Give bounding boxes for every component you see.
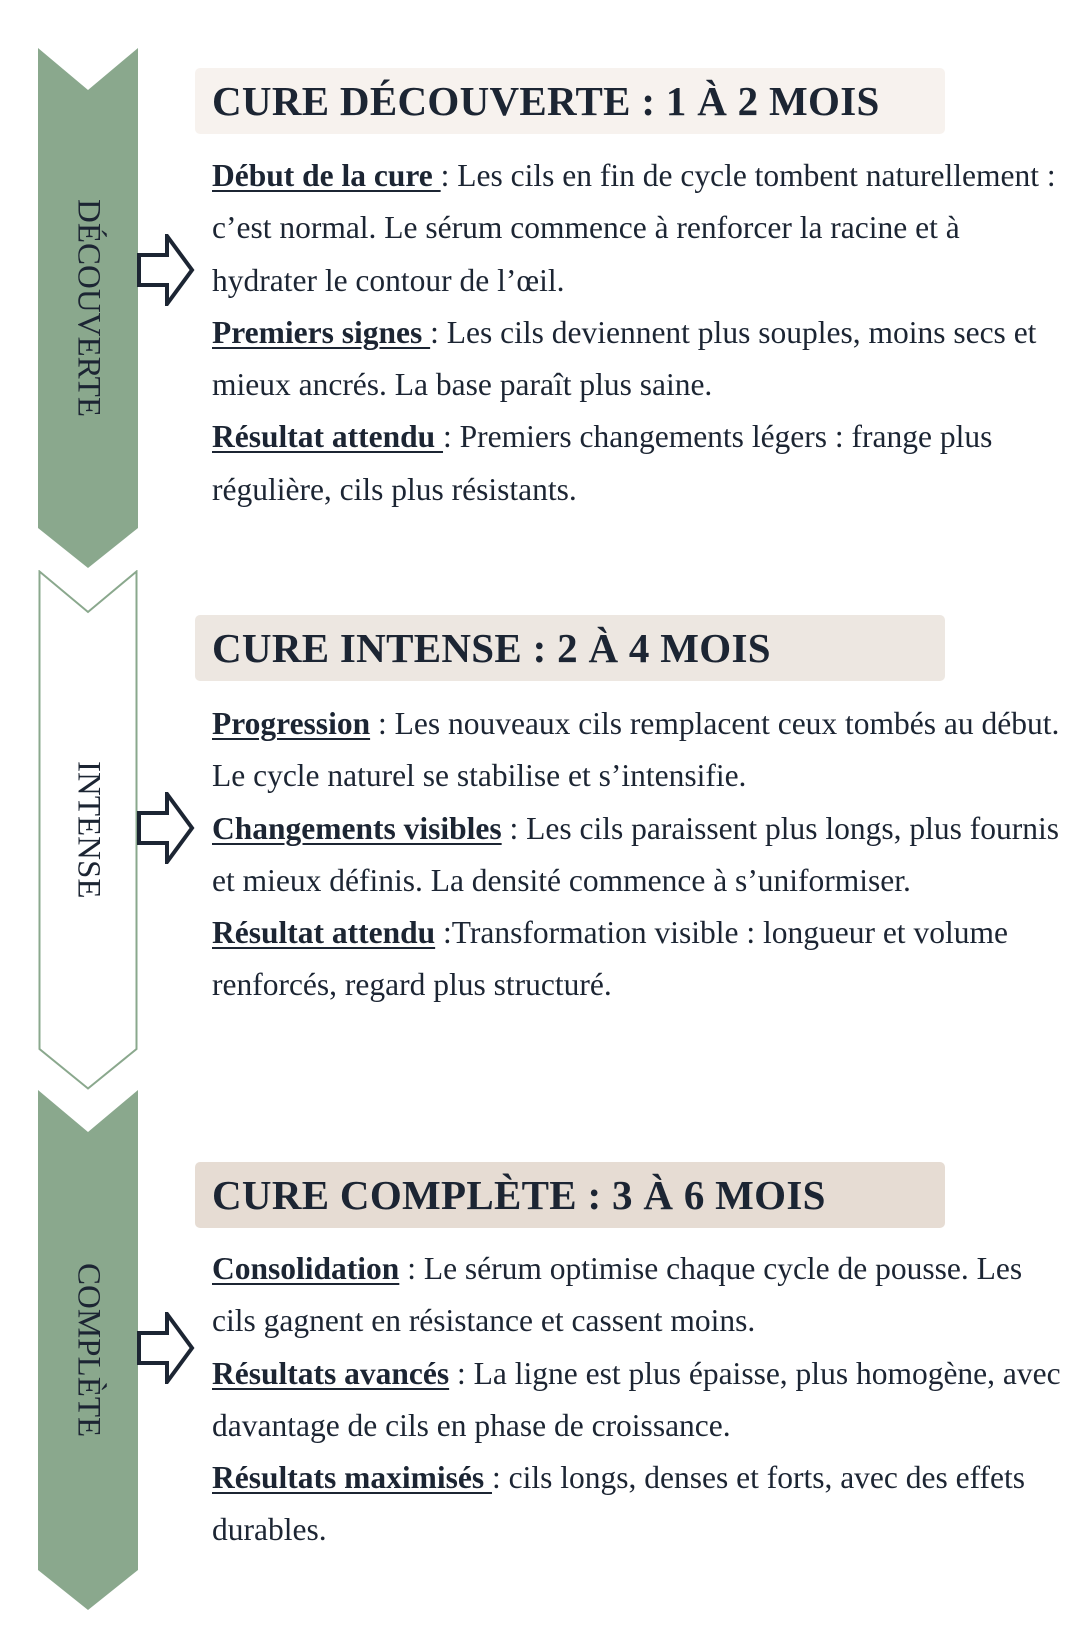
item-separator: : xyxy=(430,314,447,350)
section-title-text: CURE INTENSE : 2 À 4 MOIS xyxy=(212,625,771,671)
section-body xyxy=(212,698,1062,1012)
right-arrow-icon xyxy=(137,792,195,864)
item-label: Changements visibles xyxy=(212,810,502,846)
right-arrow-icon xyxy=(137,234,195,306)
section-title-text: CURE COMPLÈTE : 3 À 6 MOIS xyxy=(212,1172,826,1218)
section-title xyxy=(195,615,945,681)
item-text: Les cils en fin de cycle tombent naturellement : c’est normal. Le sérum commence à renforcer la racine et à hydrater le contour de l’œil. xyxy=(212,158,1056,298)
chevron-intense xyxy=(38,570,138,1090)
item-label: Résultat attendu xyxy=(212,419,444,455)
item-label: Résultat attendu xyxy=(212,915,436,951)
chevron-decouverte xyxy=(38,48,138,568)
item-paragraph xyxy=(212,698,1062,803)
item-text: Le sérum optimise chaque cycle de pousse. Les cils gagnent en résistance et cassent moins. xyxy=(212,1251,1023,1339)
chevron-label: INTENSE xyxy=(70,761,107,899)
item-separator: : xyxy=(491,1460,509,1496)
item-paragraph xyxy=(212,1452,1062,1557)
item-paragraph xyxy=(212,1348,1062,1453)
item-label: Résultats maximisés xyxy=(212,1460,492,1496)
item-separator: : xyxy=(449,1355,474,1391)
item-separator: : xyxy=(399,1251,424,1286)
chevron-label: DÉCOUVERTE xyxy=(70,199,107,417)
item-paragraph xyxy=(212,1243,1062,1348)
right-arrow-icon xyxy=(137,1312,195,1384)
item-paragraph xyxy=(212,411,1062,516)
item-separator: : xyxy=(435,915,452,951)
chevron-complete xyxy=(38,1090,138,1610)
item-separator: : xyxy=(440,158,458,193)
section-title-text: CURE DÉCOUVERTE : 1 À 2 MOIS xyxy=(212,78,880,124)
item-text: La ligne est plus épaisse, plus homogène, avec davantage de cils en phase de croissance. xyxy=(212,1355,1061,1443)
item-label: Début de la cure xyxy=(212,158,441,193)
item-label: Consolidation xyxy=(212,1251,400,1286)
item-separator: : xyxy=(370,706,395,741)
item-text: cils longs, denses et forts, avec des effets durables. xyxy=(212,1460,1026,1548)
section-title xyxy=(195,1162,945,1228)
item-paragraph xyxy=(212,150,1062,307)
item-separator: : xyxy=(443,419,460,455)
section-body xyxy=(212,1243,1062,1557)
item-separator: : xyxy=(501,810,527,846)
item-label: Résultats avancés xyxy=(212,1355,450,1391)
item-label: Premiers signes xyxy=(212,314,431,350)
item-text: Premiers changements légers : frange plus régulière, cils plus résistants. xyxy=(212,419,993,507)
item-paragraph xyxy=(212,307,1062,412)
item-label: Progression xyxy=(212,706,371,741)
item-text: Les cils deviennent plus souples, moins secs et mieux ancrés. La base paraît plus saine. xyxy=(212,314,1037,403)
section-body xyxy=(212,150,1062,516)
chevron-label: COMPLÈTE xyxy=(70,1262,107,1438)
section-title xyxy=(195,68,945,134)
item-paragraph xyxy=(212,803,1062,908)
item-paragraph xyxy=(212,907,1062,1012)
item-text: Les nouveaux cils remplacent ceux tombés au début. Le cycle naturel se stabilise et s’intensifie. xyxy=(212,706,1060,794)
item-text: Les cils paraissent plus longs, plus fournis et mieux définis. La densité commence à s’uniformiser. xyxy=(212,810,1059,898)
item-text: Transformation visible : longueur et volume renforcés, regard plus structuré. xyxy=(212,915,1008,1003)
